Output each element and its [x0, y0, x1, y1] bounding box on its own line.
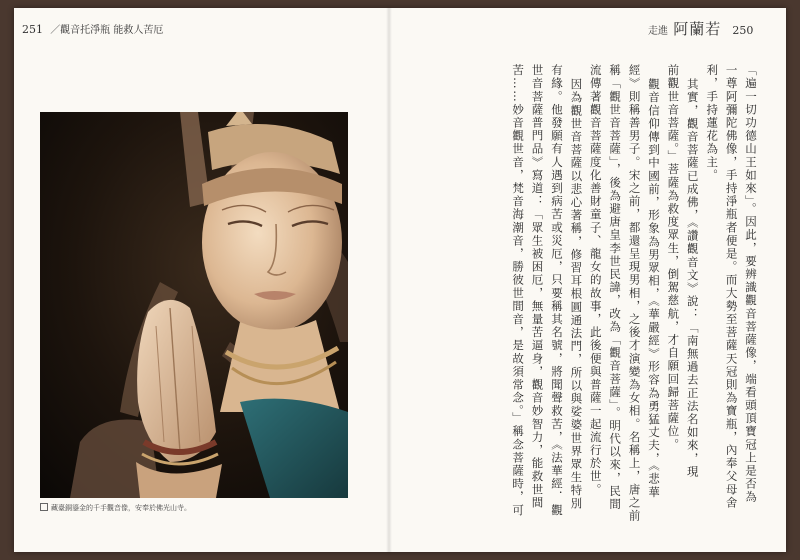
text-line: 其實，觀音菩薩已成佛，《讚觀音文》說：「南無過去正法名如來，現	[685, 77, 700, 479]
text-line: 「遍一切功德山王如來」。因此，要辨識觀音菩薩像，端看頭頂寶冠上是否為	[744, 64, 758, 504]
text-line: 流傳著觀音菩薩度化善財童子、龍女的故事，此後便與普薩一起流行於世。	[588, 64, 603, 497]
text-line: 因為觀世音菩薩以悲心著稱，修習耳根圓通法門，所以與娑婆世界眾生特別	[569, 77, 584, 511]
text-line: 前觀世音菩薩。」菩薩為救度眾生，倒駕慈航，才自願回歸菩薩位。	[666, 64, 681, 452]
body-text	[418, 64, 760, 523]
text-line: 稱「觀世音菩薩」，後為避唐皇李世民諱，改為「觀音菩薩」。明代以來，民間	[608, 64, 623, 511]
left-page-header	[22, 21, 163, 36]
caption-text: 藏臺銅鎏金的千手觀音像，安奉於佛光山寺。	[51, 504, 191, 512]
book-gutter	[386, 8, 392, 552]
text-line: 觀音信仰傳到中國前，形象為男眾相，《華嚴經》形容為勇猛丈夫，《悲華	[646, 77, 661, 499]
text-line: 一尊阿彌陀佛像，手持淨瓶者便是。而大勢至菩薩天冠則為寶瓶，內奉父母舍	[724, 64, 739, 510]
series-brand: 阿蘭若	[673, 20, 722, 38]
right-page-header	[648, 18, 753, 39]
photo-caption	[40, 503, 191, 513]
text-line: 世音菩薩普門品》寫道：「眾生被困厄，無量苦逼身，觀音妙智力，能救世間	[530, 64, 545, 510]
right-page-number: 250	[732, 24, 754, 37]
text-line: 經》則稱善男子。宋之前，都還呈現男相，之後才演變為女相。名稱上，唐之前	[627, 64, 642, 523]
caption-marker-icon	[40, 503, 48, 511]
series-prefix: 走進	[648, 26, 668, 37]
text-line: 有緣。他發願有人遇到病苦或災厄，只要稱其名號，將聞聲救苦，《法華經．觀	[549, 64, 564, 517]
text-line: 利，手持蓮花為主。	[705, 64, 720, 182]
text-line: 苦……妙音觀世音，梵音海潮音，勝彼世間音，是故須常念。」稱念菩薩時，可	[511, 64, 526, 517]
left-page-number: 251	[22, 23, 43, 36]
guanyin-statue-photo	[40, 112, 348, 498]
left-running-title: ／觀音托淨瓶 能救人苦厄	[50, 25, 164, 36]
